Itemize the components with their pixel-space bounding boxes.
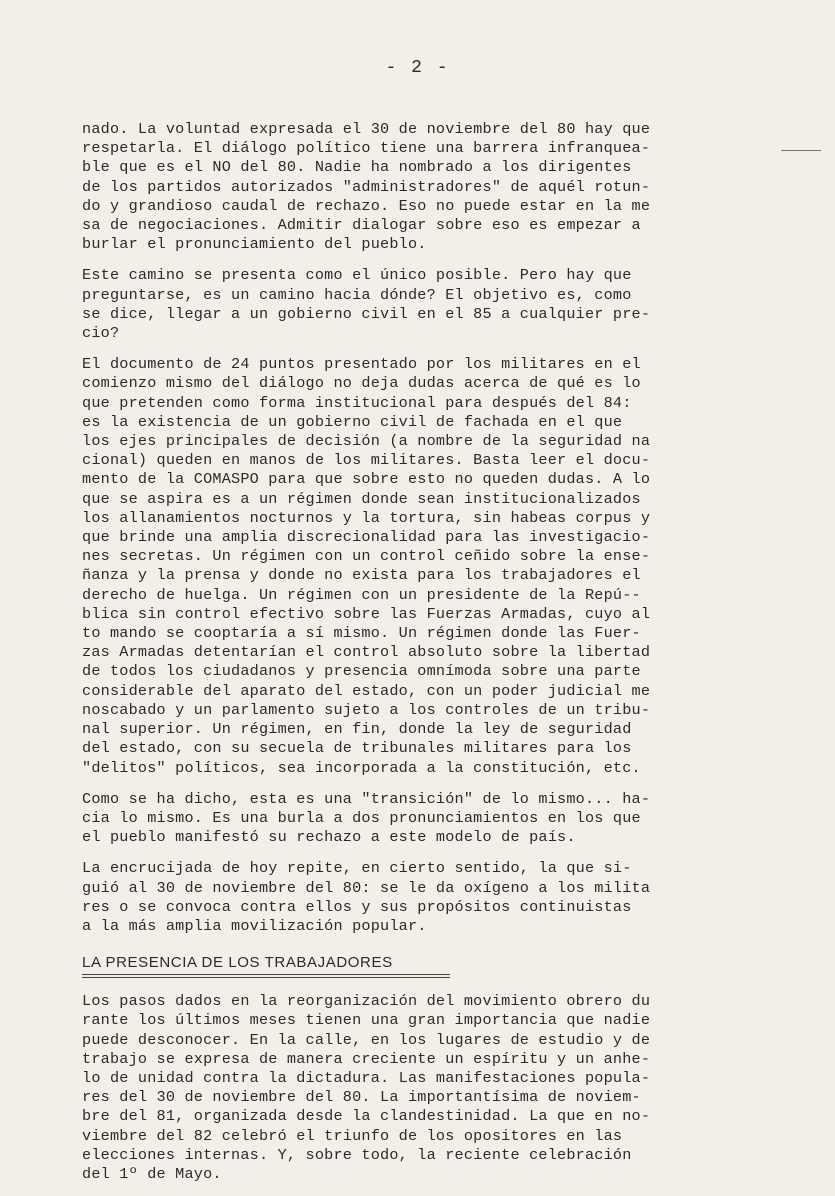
paragraph <box>82 266 780 343</box>
text-line: derecho de huelga. Un régimen con un presidente de la Repú-- <box>82 585 641 604</box>
text-line: mento de la COMASPO para que sobre esto no queden dudas. A lo <box>82 470 651 489</box>
text-line: es la existencia de un gobierno civil de fachada en el que <box>82 412 623 431</box>
text-line: noscabado y un parlamento sujeto a los controles de un tribu- <box>82 700 651 719</box>
text-line: to mando se cooptaría a sí mismo. Un régimen donde las Fuer- <box>82 624 641 643</box>
text-line: lo de unidad contra la dictadura. Las manifestaciones popula- <box>82 1068 651 1087</box>
text-line: cio? <box>82 324 120 343</box>
margin-mark <box>781 150 821 151</box>
text-line: los allanamientos nocturnos y la tortura, sin habeas corpus y <box>82 508 651 527</box>
text-line: ble que es el NO del 80. Nadie ha nombrado a los dirigentes <box>82 158 632 177</box>
text-line: Los pasos dados en la reorganización del movimiento obrero du <box>82 992 651 1011</box>
text-line: bre del 81, organizada desde la clandestinidad. La que en no- <box>82 1107 651 1126</box>
text-line: el pueblo manifestó su rechazo a este modelo de país. <box>82 828 576 847</box>
paragraph <box>82 790 780 848</box>
text-line: cional) queden en manos de los militares. Basta leer el docu- <box>82 451 651 470</box>
document-body <box>82 120 780 1196</box>
text-line: que brinde una amplia discrecionalidad para las investigacio- <box>82 528 651 547</box>
text-line: Como se ha dicho, esta es una "transición" de lo mismo... ha- <box>82 789 651 808</box>
paragraph <box>82 355 780 777</box>
top-paragraphs <box>82 120 780 936</box>
text-line: de los partidos autorizados "administradores" de aquél rotun- <box>82 177 651 196</box>
text-line: res o se convoca contra ellos y sus propósitos continuistas <box>82 897 632 916</box>
text-line: que se aspira es a un régimen donde sean institucionalizados <box>82 489 641 508</box>
paragraph <box>82 120 780 254</box>
text-line: rante los últimos meses tienen una gran importancia que nadie <box>82 1011 651 1030</box>
text-line: guió al 30 de noviembre del 80: se le da oxígeno a los milita <box>82 878 651 897</box>
text-line: de todos los ciudadanos y presencia omnímoda sobre una parte <box>82 662 641 681</box>
section-heading: LA PRESENCIA DE LOS TRABAJADORES <box>82 954 393 972</box>
text-line: blica sin control efectivo sobre las Fuerzas Armadas, cuyo al <box>82 604 651 623</box>
text-line: El documento de 24 puntos presentado por los militares en el <box>82 355 641 374</box>
heading-underline <box>82 974 450 978</box>
text-line: considerable del aparato del estado, con un poder judicial me <box>82 681 651 700</box>
text-line: cia lo mismo. Es una burla a dos pronunciamientos en los que <box>82 808 641 827</box>
text-line: ñanza y la prensa y donde no exista para los trabajadores el <box>82 566 641 585</box>
text-line: trabajo se expresa de manera creciente un espíritu y un anhe- <box>82 1049 651 1068</box>
text-line: nado. La voluntad expresada el 30 de noviembre del 80 hay que <box>82 120 651 138</box>
text-line: sa de negociaciones. Admitir dialogar sobre eso es empezar a <box>82 216 641 235</box>
text-line: los ejes principales de decisión (a nombre de la seguridad na <box>82 432 651 451</box>
text-line: respetarla. El diálogo político tiene una barrera infranquea- <box>82 139 651 158</box>
text-line: viembre del 82 celebró el triunfo de los opositores en las <box>82 1126 623 1145</box>
text-line: que pretenden como forma institucional para después del 84: <box>82 393 632 412</box>
page-number: - 2 - <box>385 58 450 78</box>
paragraph <box>82 992 780 1184</box>
text-line: nes secretas. Un régimen con un control ceñido sobre la ense- <box>82 547 651 566</box>
text-line: preguntarse, es un camino hacia dónde? El objetivo es, como <box>82 285 632 304</box>
text-line: zas Armadas detentarían el control absoluto sobre la libertad <box>82 643 651 662</box>
text-line: del estado, con su secuela de tribunales militares para los <box>82 739 632 758</box>
bottom-paragraphs <box>82 992 780 1184</box>
text-line: Este camino se presenta como el único posible. Pero hay que <box>82 266 632 285</box>
text-line: do y grandioso caudal de rechazo. Eso no puede estar en la me <box>82 196 651 215</box>
text-line: res del 30 de noviembre del 80. La importantísima de noviem- <box>82 1088 641 1107</box>
text-line: "delitos" políticos, sea incorporada a la constitución, etc. <box>82 758 641 777</box>
paragraph <box>82 859 780 936</box>
text-line: del 1º de Mayo. <box>82 1164 222 1183</box>
text-line: La encrucijada de hoy repite, en cierto sentido, la que si- <box>82 859 632 878</box>
text-line: a la más amplia movilización popular. <box>82 916 427 935</box>
text-line: comienzo mismo del diálogo no deja dudas acerca de qué es lo <box>82 374 641 393</box>
text-line: se dice, llegar a un gobierno civil en el 85 a cualquier pre- <box>82 304 651 323</box>
text-line: puede desconocer. En la calle, en los lugares de estudio y de <box>82 1030 651 1049</box>
text-line: burlar el pronunciamiento del pueblo. <box>82 235 427 254</box>
text-line: elecciones internas. Y, sobre todo, la reciente celebración <box>82 1145 632 1164</box>
text-line: nal superior. Un régimen, en fin, donde la ley de seguridad <box>82 720 632 739</box>
